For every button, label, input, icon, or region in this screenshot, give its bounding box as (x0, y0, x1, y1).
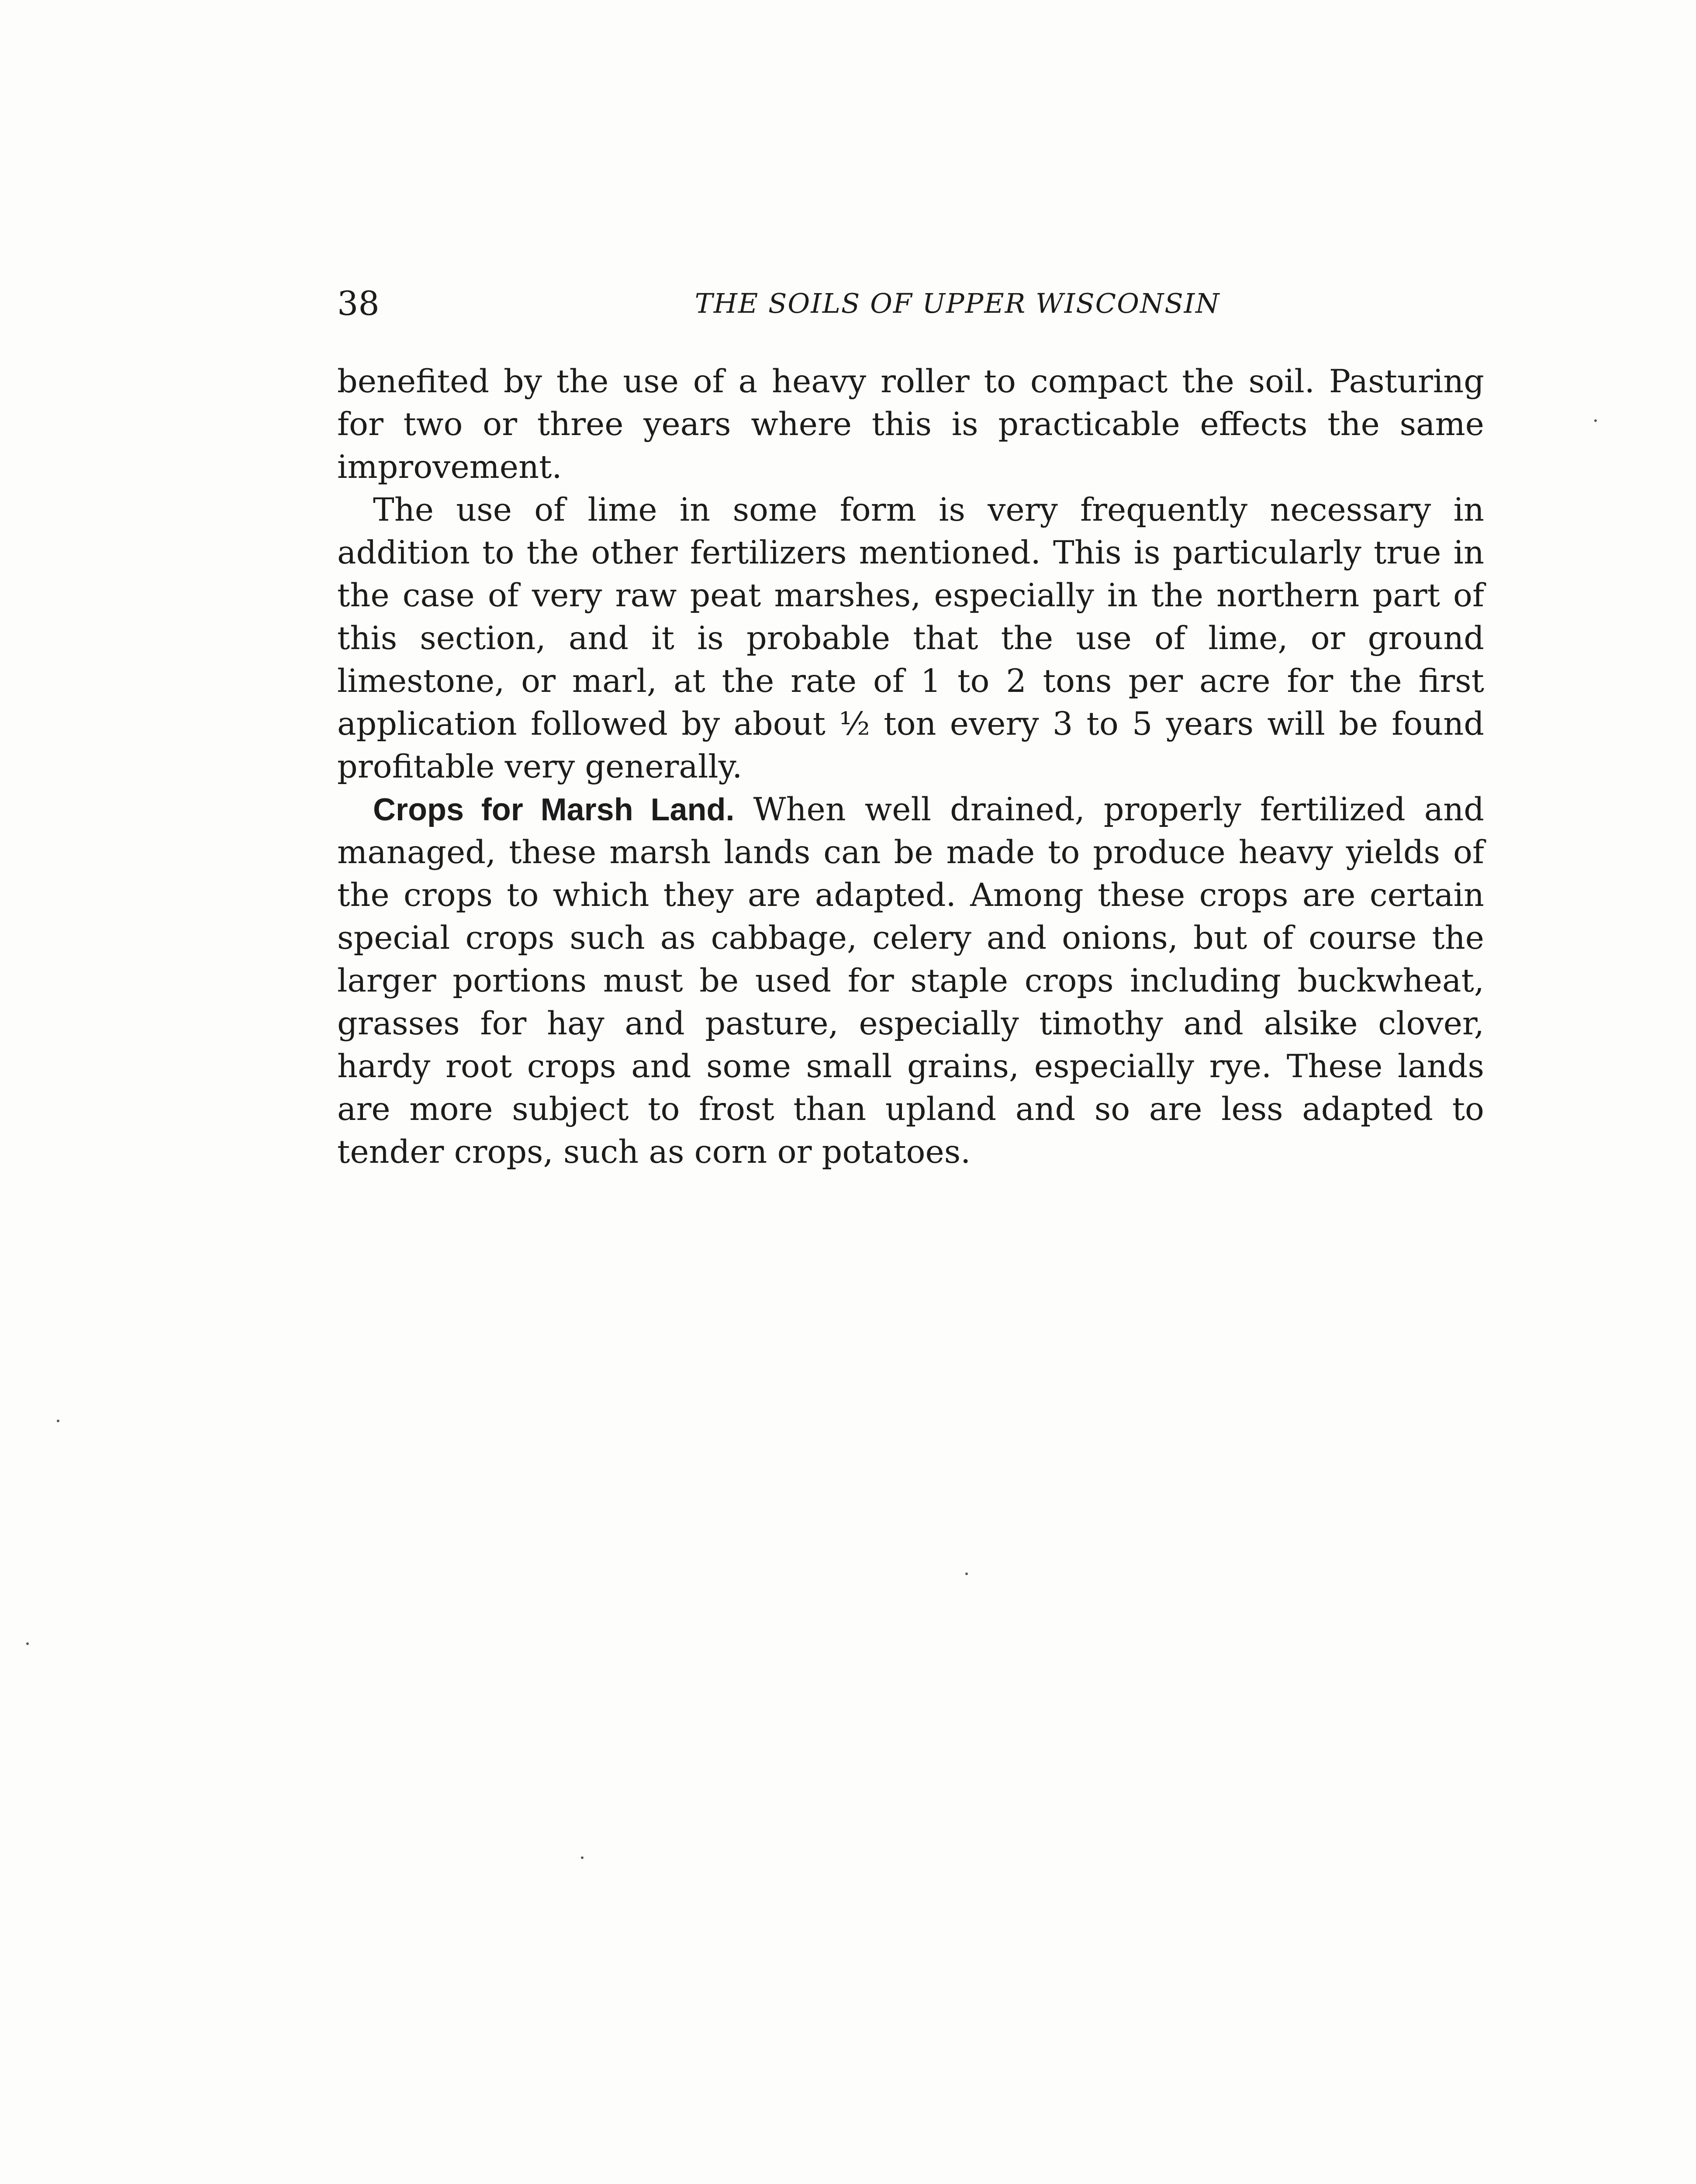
running-title: THE SOILS OF UPPER WISCONSIN (694, 287, 1220, 319)
scan-speck (965, 1572, 968, 1575)
body-text (337, 360, 1484, 1174)
scan-speck (26, 1642, 29, 1645)
scan-speck (57, 1420, 59, 1422)
paragraph-text: When well drained, properly fertilized and managed, these marsh lands can be made to produce heavy yields of the crops to which they are adapted. Among these crops are certain special crops such as cabbage, celery and onions, but of course the larger portions must be used for staple crops including buckwheat, grasses for hay and pasture, especially timothy and alsike clover, hardy root crops and some small grains, especially rye. These lands are more subject to frost than upland and so are less adapted to tender crops, such as corn or potatoes. (337, 791, 1484, 1171)
paragraph-text: benefited by the use of a heavy roller to compact the soil. Pasturing for two or three years where this is practicable effects the same improvement. (337, 363, 1484, 486)
paragraph-lime-use (337, 489, 1484, 788)
paragraph-text: The use of lime in some form is very frequently necessary in addition to the other fertilizers mentioned. This is particularly true in the case of very raw peat marshes, especially in the northern part of this section, and it is probable that the use of lime, or ground limestone, or marl, at the rate of 1 to 2 tons per acre for the first application followed by about ½ ton every 3 to 5 years will be found profitable very generally. (337, 491, 1484, 785)
running-head (337, 280, 1484, 328)
section-heading: Crops for Marsh Land. (373, 792, 735, 827)
scan-speck (1594, 419, 1597, 422)
paragraph-roller-pasturing (337, 360, 1484, 489)
scan-speck (581, 1856, 584, 1859)
paragraph-crops-for-marsh-land (337, 788, 1484, 1174)
page-number: 38 (337, 284, 380, 323)
